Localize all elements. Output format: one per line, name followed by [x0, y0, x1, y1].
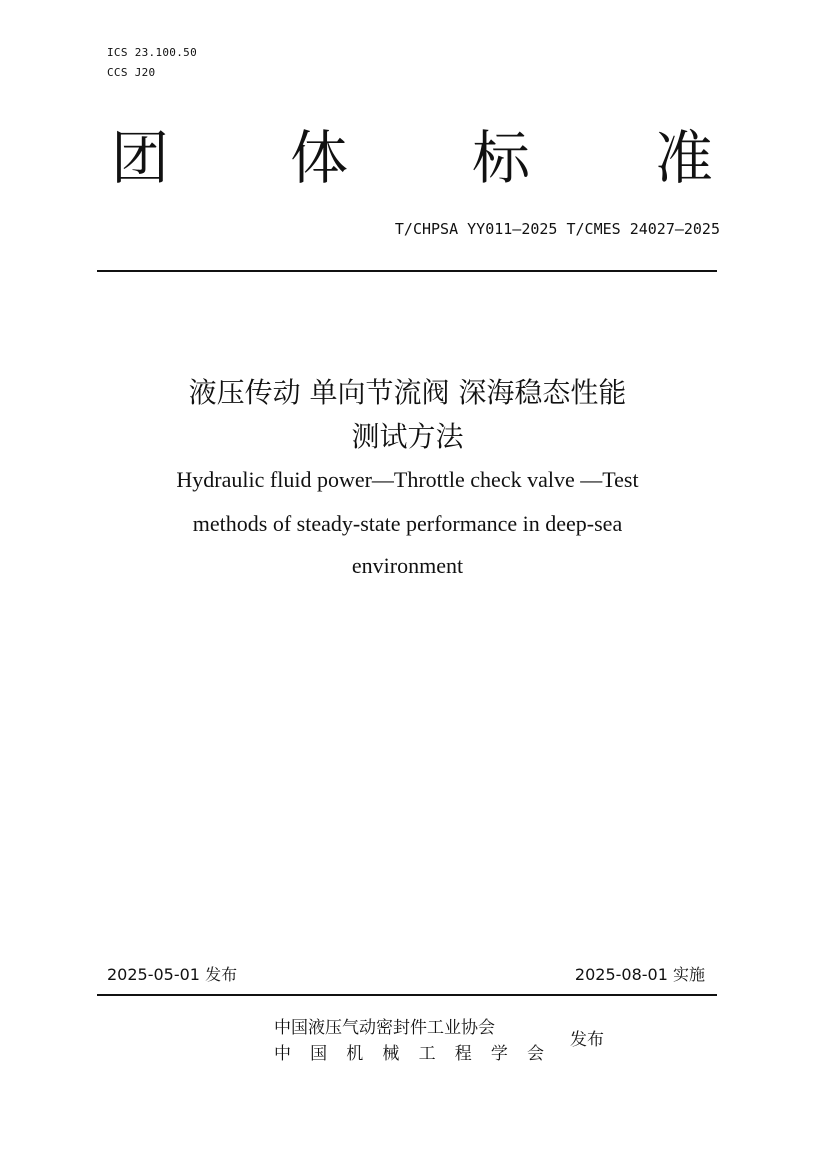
issuer-org-2-char: 中 [274, 1044, 291, 1064]
title-en-line2: methods of steady-state performance in deep-sea [192, 511, 623, 536]
title-zh-line1: 液压传动 单向节流阀 深海稳态性能 [188, 376, 627, 409]
issuer-org-2-char: 工 [418, 1044, 436, 1064]
issuer-org-2-char: 学 [490, 1044, 508, 1064]
issuer-org-2 [274, 1042, 544, 1066]
publish-date: 2025-05-01 发布 [107, 965, 238, 984]
issuer-org-2-char: 程 [454, 1044, 472, 1064]
bottom-divider [97, 994, 717, 996]
header-char-tuan: 团 [111, 124, 170, 192]
issuer-org-2-char: 械 [382, 1044, 400, 1064]
header-char-zhun: 准 [655, 124, 714, 192]
title-zh-line2: 测试方法 [351, 420, 464, 453]
publish-label: 发布 [570, 1030, 604, 1050]
implement-date: 2025-08-01 实施 [574, 965, 705, 984]
issuer-org-2-char: 国 [310, 1044, 328, 1064]
standard-numbers: T/CHPSA YY011—2025 T/CMES 24027—2025 [394, 220, 720, 238]
issuer-org-1: 中国液压气动密封件工业协会 [274, 1018, 495, 1038]
issuer-org-2-char: 机 [346, 1044, 364, 1064]
top-divider [97, 270, 717, 272]
ccs-code: CCS J20 [107, 66, 156, 79]
ics-code: ICS 23.100.50 [107, 46, 197, 59]
issuer-org-2-char: 会 [526, 1044, 544, 1064]
title-en-line1: Hydraulic fluid power—Throttle check valve —Test [176, 467, 639, 492]
header-char-ti: 体 [290, 124, 349, 192]
header-char-biao: 标 [472, 124, 531, 192]
title-en-line3: environment [351, 553, 464, 578]
